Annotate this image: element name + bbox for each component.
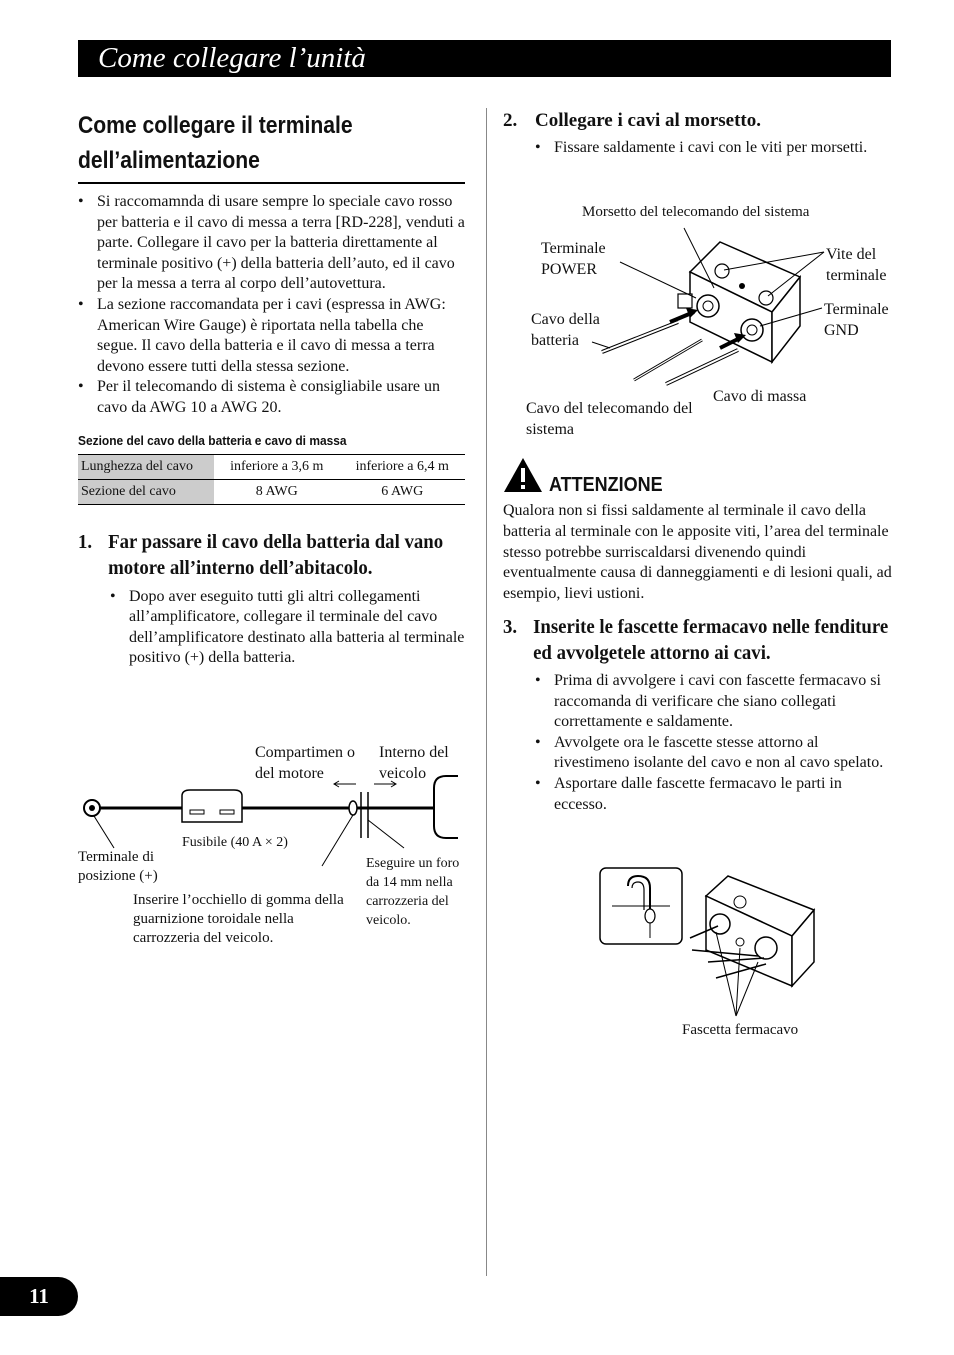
list-item: • Si raccomamnda di usare sempre lo speciale cavo rosso per batteria e il cavo di messa a terra [RD-228], venduti a parte. Collegare il cavo per la batteria direttamente al terminale positivo (+) della batteria dell’auto, ed il cavo per la messa a terra al corpo dell’autovettura. [78, 192, 465, 295]
label-cable-tie: Fascetta fermacavo [682, 1022, 799, 1038]
warning-text: Qualora non si fissi saldamente al terminale il cavo della batteria al terminale con le apposite viti, l’area del terminale stesso potrebbe surriscaldarsi divenendo quindi eventualmente causa di danneggiamenti e di lesioni quali, ad esempio, lievi ustioni. [503, 502, 892, 603]
label-engine-compartment: Compartimen o del motore [255, 744, 355, 782]
table-title: Sezione del cavo della batteria e cavo di massa [78, 432, 347, 448]
label-fuse: Fusibile (40 A × 2) [182, 835, 288, 850]
cable-table [78, 454, 465, 505]
table-cell: inferiore a 6,4 m [355, 458, 449, 474]
label-terminal-screw: Vite del terminale [826, 246, 887, 284]
step-title: Collegare i cavi al morsetto. [535, 110, 761, 131]
label-grommet: Inserire l’occhiello di gomma della guarnizione toroidale nella carrozzeria del veicolo. [133, 892, 344, 946]
position-terminal-icon [84, 800, 100, 816]
cable-tie-diagram [598, 866, 828, 1006]
list-item: • Asportare dalle fascette fermacavo le parti in eccesso. [535, 774, 895, 815]
table-cell: Sezione del cavo [78, 479, 214, 504]
table-cell: Lunghezza del cavo [78, 454, 214, 479]
header-bar [78, 40, 891, 77]
table-cell: 8 AWG [214, 479, 340, 504]
table-row [78, 454, 465, 479]
step-title: Inserite le fascette fermacavo nelle fenditure ed avvolgetele attorno ai cavi. [533, 616, 889, 664]
label-ground-cable: Cavo di massa [713, 388, 807, 405]
warning-title: ATTENZIONE [549, 474, 663, 496]
label-position-terminal: Terminale di posizione (+) [78, 849, 158, 884]
leader-line [322, 815, 353, 866]
step-2-body [503, 138, 893, 159]
list-item: • Avvolgete ora le fascette stesse attorno al rivestimeno isolante del cavo e non al cavo spelato. [535, 733, 895, 774]
leader-line [620, 262, 696, 298]
step-title: Far passare il cavo della batteria dal vano motore all’interno dell’abitacolo. [108, 530, 444, 579]
list-item: • Per il telecomando di sistema è consigliabile usare un cavo da AWG 10 a AWG 20. [78, 377, 465, 418]
section-title-line2: dell’alimentazione [78, 147, 260, 174]
label-power-terminal: Terminale POWER [541, 240, 606, 278]
step-number: 1. [78, 530, 93, 553]
section-rule [78, 182, 465, 184]
label-vehicle-interior: Interno del veicolo [379, 744, 449, 782]
right-column [503, 108, 893, 159]
step-2-heading [503, 108, 893, 134]
step-1-heading [78, 529, 498, 581]
label-gnd-terminal: Terminale GND [824, 301, 889, 339]
leader-line [368, 820, 404, 848]
label-remote-terminal: Morsetto del telecomando del sistema [582, 204, 810, 220]
table-row [78, 479, 465, 504]
firewall-icon [361, 792, 368, 838]
battery-icon [434, 776, 458, 838]
label-remote-cable: Cavo del telecomando del sistema [526, 400, 693, 438]
step-3-body [535, 671, 895, 815]
fuse-holder-icon [182, 790, 242, 822]
table-cell: inferiore a 3,6 m [230, 458, 324, 474]
direction-arrows-icon [334, 781, 396, 787]
section-title [78, 108, 465, 180]
section-title-line1: Come collegare il terminale [78, 112, 353, 139]
leader-line [94, 816, 114, 848]
page-number: 11 [0, 1277, 78, 1316]
label-drill-hole: Eseguire un foro da 14 mm nella carrozzeria del veicolo. [366, 856, 460, 928]
step-3-heading [503, 614, 909, 666]
cable-tie-detail-icon [600, 868, 682, 944]
leader-line [736, 962, 758, 1016]
table-cell: 6 AWG [340, 479, 466, 504]
terminal-block-diagram [590, 222, 830, 402]
leader-line [592, 342, 610, 348]
step-number: 2. [503, 110, 518, 131]
list-item: • La sezione raccomandata per i cavi (espressa in AWG: American Wire Gauge) è riportata nella tabella che segue. Il cavo della batteria e il cavo di messa a terra devono essere tutti della stessa sezione. [78, 295, 465, 377]
step-1-body [78, 587, 465, 669]
list-item: • Prima di avvolgere i cavi con fascette fermacavo si raccomanda di verificare che siano collegati correttamente e saldamente. [535, 671, 895, 733]
grommet-icon [349, 801, 357, 815]
page-title: Come collegare l’unità [98, 42, 366, 74]
list-item: • Dopo aver eseguito tutti gli altri collegamenti all’amplificatore, collegare il terminale del cavo dell’amplificatore destinato alla batteria al terminale positivo (+) della batteria. [110, 587, 465, 669]
list-item: • Fissare saldamente i cavi con le viti per morsetti. [535, 138, 893, 159]
terminal-block-icon [706, 876, 814, 986]
left-column [78, 108, 465, 669]
step-number: 3. [503, 616, 518, 638]
column-divider [486, 108, 487, 1276]
label-battery-cable: Cavo della batteria [531, 311, 600, 349]
warning-icon [503, 457, 543, 493]
intro-bullets [78, 192, 465, 419]
